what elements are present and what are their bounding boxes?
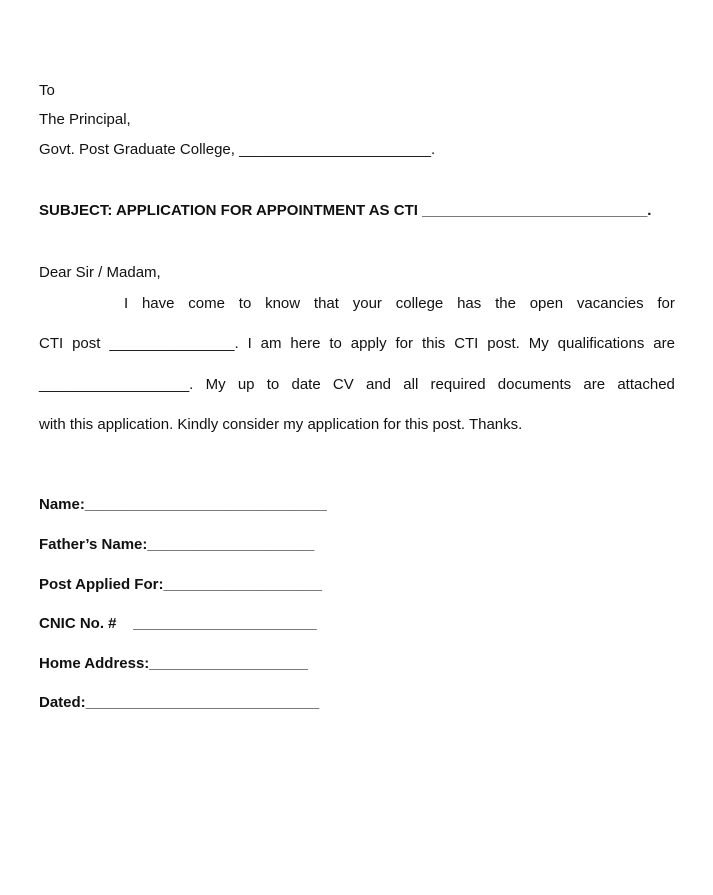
body-word: college xyxy=(395,295,444,312)
post-applied-field: Post Applied For:___________________ xyxy=(39,576,322,593)
salutation: Dear Sir / Madam, xyxy=(39,264,161,281)
body-word: My xyxy=(528,335,549,352)
body-word: the xyxy=(495,295,516,312)
dated-field: Dated:____________________________ xyxy=(39,694,320,711)
body-word: CTI xyxy=(454,335,479,352)
body-word: qualifications xyxy=(557,335,645,352)
recipient-college: Govt. Post Graduate College, _______________________. xyxy=(39,141,436,158)
cnic-field: CNIC No. # ______________________ xyxy=(39,615,317,632)
body-paragraph-line-3 xyxy=(39,375,675,395)
body-word: has xyxy=(457,295,482,312)
subject-line: SUBJECT: APPLICATION FOR APPOINTMENT AS CTI ___________________________. xyxy=(39,202,652,219)
body-word: am xyxy=(260,335,282,352)
body-word: here xyxy=(290,335,321,352)
body-word: post. xyxy=(487,335,520,352)
name-field: Name:_____________________________ xyxy=(39,496,327,513)
body-paragraph-line-1 xyxy=(124,294,675,314)
body-paragraph-line-4: with this application. Kindly consider my application for this post. Thanks. xyxy=(39,416,523,433)
body-word: CV xyxy=(332,376,354,393)
body-word: vacancies xyxy=(576,295,644,312)
body-word: date xyxy=(291,376,321,393)
body-word: My xyxy=(205,376,226,393)
body-word: this xyxy=(421,335,446,352)
body-word: for xyxy=(657,295,675,312)
body-word: to xyxy=(329,335,342,352)
body-word: to xyxy=(238,295,252,312)
body-word: to xyxy=(266,376,280,393)
body-word: are xyxy=(653,335,675,352)
recipient-to: To xyxy=(39,82,55,99)
body-word: open xyxy=(529,295,564,312)
body-word: _______________. xyxy=(109,335,239,352)
body-word: for xyxy=(395,335,414,352)
body-word: have xyxy=(141,295,175,312)
body-word: up xyxy=(237,376,255,393)
body-word: I xyxy=(247,335,252,352)
body-word: required xyxy=(430,376,486,393)
body-word: that xyxy=(313,295,339,312)
body-word: come xyxy=(188,295,225,312)
body-word: post xyxy=(72,335,101,352)
body-paragraph-line-2 xyxy=(39,334,675,354)
body-word: and xyxy=(366,376,392,393)
body-word: __________________. xyxy=(39,376,194,393)
body-word: know xyxy=(265,295,301,312)
body-word: your xyxy=(352,295,382,312)
body-word: apply xyxy=(350,335,387,352)
body-word: attached xyxy=(617,376,675,393)
body-word: documents xyxy=(497,376,572,393)
body-word: CTI xyxy=(39,335,64,352)
father-name-field: Father’s Name:____________________ xyxy=(39,536,315,553)
body-word: all xyxy=(403,376,419,393)
body-word: I xyxy=(124,295,129,312)
recipient-title: The Principal, xyxy=(39,111,131,128)
home-address-field: Home Address:___________________ xyxy=(39,655,308,672)
body-word: are xyxy=(583,376,606,393)
